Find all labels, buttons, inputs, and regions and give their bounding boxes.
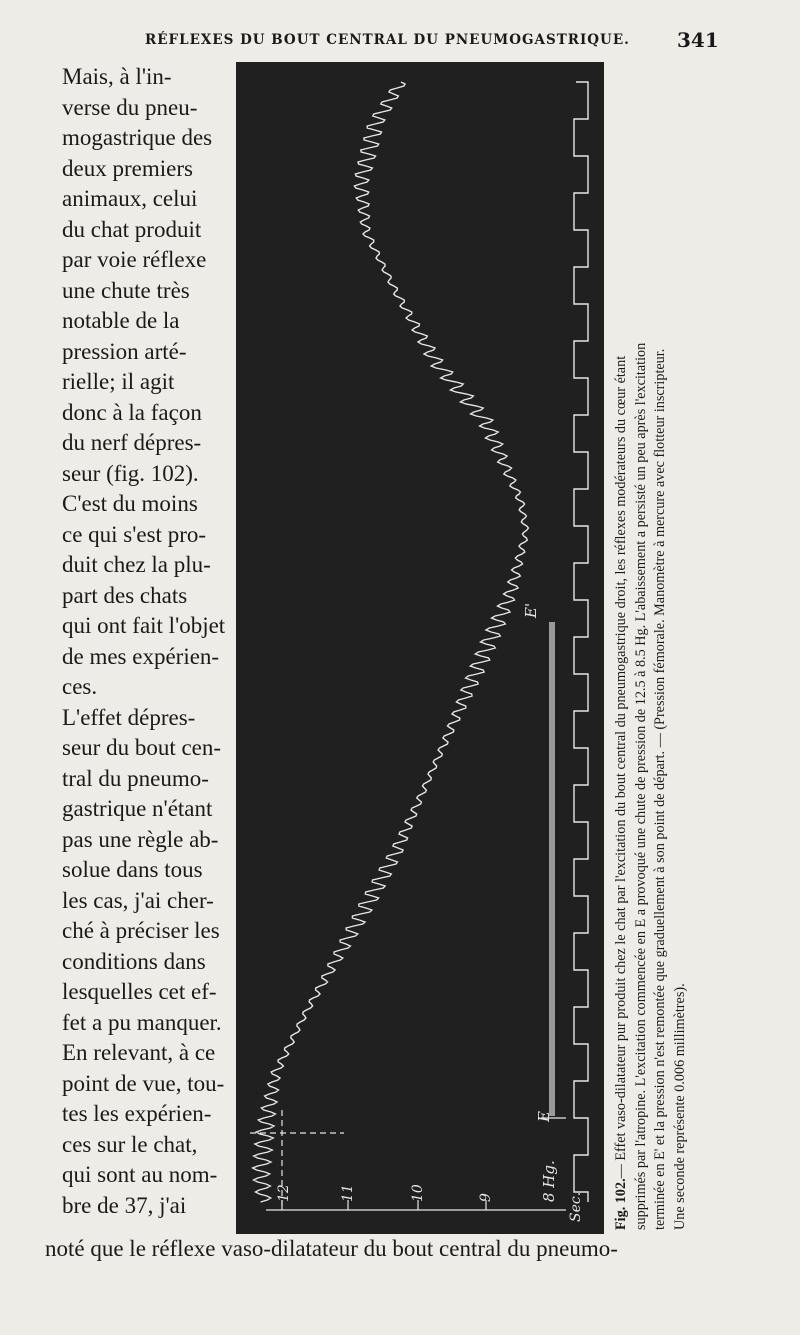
caption-line-1-text: — Effet vaso-dilatateur pur produit chez le chat par l'excitation du bout central du pneumogastrique droit, les réflexes modérateurs du cœur étant	[613, 355, 629, 1179]
body-line: Mais, à l'in-	[62, 64, 172, 89]
body-line: verse du pneu-	[62, 94, 198, 120]
label-tick-12: 12	[276, 1184, 292, 1202]
body-line: ché à préciser les	[62, 918, 220, 943]
label-e-prime: E'	[522, 602, 540, 618]
body-line: de mes expérien-	[62, 643, 220, 669]
body-line: part des chats	[62, 582, 188, 608]
body-line: qui sont au nom-	[62, 1162, 218, 1187]
body-line: solue dans tous	[62, 857, 203, 882]
caption-text	[612, 62, 690, 1230]
body-line: lesquelles cet ef-	[62, 979, 217, 1004]
body-line: ces sur le chat,	[62, 1131, 198, 1157]
caption-fig-label: Fig. 102.	[613, 1178, 629, 1230]
caption-line-2: supprimés par l'atropine. L'excitation commencée en E a provoqué une chute de pression de 12.5 à 8.5 Hg. L'abaissement a persisté un peu après l'excitation	[632, 342, 649, 1230]
body-line: ce qui s'est pro-	[62, 521, 207, 547]
label-tick-10: 10	[410, 1184, 426, 1202]
body-line: point de vue, tou-	[62, 1070, 225, 1096]
body-line: tral du pneumo-	[62, 765, 209, 791]
time-marker-trace	[574, 82, 588, 1202]
body-line: ces.	[62, 674, 98, 699]
body-line: mogastrique des	[62, 125, 213, 150]
figure-caption	[612, 62, 730, 1234]
body-line: qui ont fait l'objet	[62, 613, 226, 638]
body-line: gastrique n'étant	[62, 796, 213, 821]
body-line: du chat produit	[62, 216, 202, 242]
body-line: rielle; il agit	[62, 369, 175, 394]
body-line: fet a pu manquer.	[62, 1009, 222, 1035]
label-e: E	[535, 1111, 553, 1122]
body-line: En relevant, à ce	[62, 1040, 216, 1065]
page-header	[0, 28, 800, 58]
body-line: bre de 37, j'ai	[62, 1192, 187, 1218]
label-tick-11: 11	[340, 1184, 356, 1202]
body-line: duit chez la plu-	[62, 552, 211, 577]
label-hg: 8 Hg.	[540, 1160, 558, 1202]
paragraph-2	[62, 489, 226, 703]
body-line: pression arté-	[62, 338, 187, 364]
kymograph-tracing	[236, 62, 604, 1234]
paragraph-3	[62, 703, 225, 1222]
body-line: pas une règle ab-	[62, 826, 219, 852]
caption-line-1	[612, 62, 632, 1230]
body-line: donc à la façon	[62, 399, 202, 425]
body-line: seur du bout cen-	[62, 735, 222, 760]
body-line: par voie réflexe	[62, 247, 207, 272]
body-last-line: noté que le réflexe vaso-dilatateur du bout central du pneumo-	[45, 1236, 618, 1261]
figure-kymograph	[236, 62, 604, 1234]
body-line: animaux, celui	[62, 186, 198, 211]
body-column	[62, 62, 226, 1221]
pressure-trace	[253, 82, 529, 1202]
excitation-signal-bar	[549, 622, 555, 1116]
caption-line-3: terminée en E' et la pression n'est remontée que graduellement à son point de départ. — (Pression fémorale. Manomètre à mercure avec flotteur inscripteur.	[652, 348, 668, 1230]
body-line: conditions dans	[62, 948, 206, 974]
body-line: les cas, j'ai cher-	[62, 887, 214, 913]
running-head: RÉFLEXES DU BOUT CENTRAL DU PNEUMOGASTRIQUE.	[145, 32, 630, 48]
page-number: 341	[677, 28, 719, 52]
body-line: notable de la	[62, 308, 180, 333]
paragraph-1	[62, 62, 222, 489]
label-sec: Sec.	[568, 1191, 584, 1222]
caption-line-4: Une seconde représente 0.006 millimètres).	[671, 983, 688, 1230]
body-line: une chute très	[62, 277, 190, 303]
label-tick-9: 9	[478, 1193, 494, 1202]
body-line: deux premiers	[62, 155, 193, 181]
body-line: C'est du moins	[62, 491, 198, 516]
body-line: du nerf dépres-	[62, 430, 202, 455]
body-line: seur (fig. 102).	[62, 460, 199, 486]
body-line: tes les expérien-	[62, 1101, 212, 1126]
body-line: L'effet dépres-	[62, 704, 196, 730]
